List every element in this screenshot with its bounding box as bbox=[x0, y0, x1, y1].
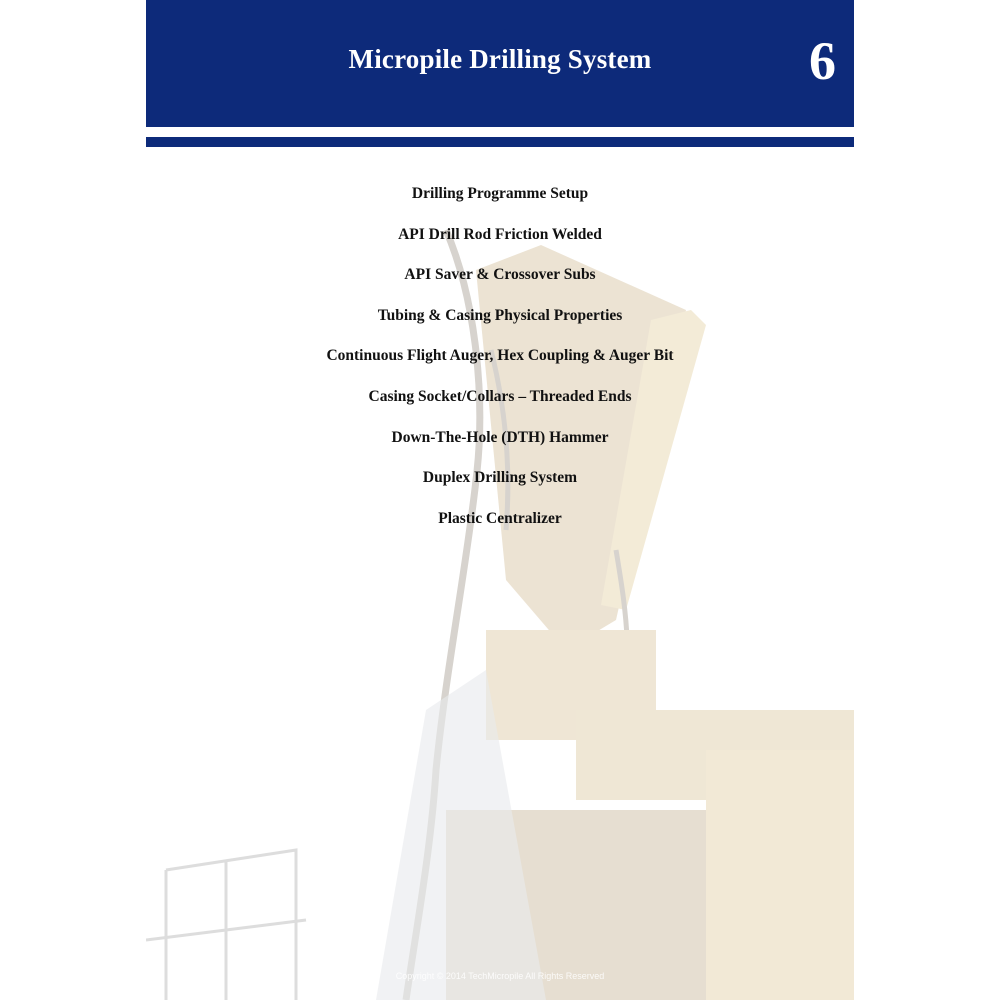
contents-item: Casing Socket/Collars – Threaded Ends bbox=[368, 387, 632, 405]
contents-item: Continuous Flight Auger, Hex Coupling & Auger Bit bbox=[326, 347, 674, 365]
header-band bbox=[146, 0, 854, 127]
header-divider bbox=[146, 137, 854, 147]
contents-list bbox=[146, 181, 854, 546]
copyright-note: Copyright © 2014 TechMicropile All Rights Reserved bbox=[395, 971, 605, 981]
contents-item: Plastic Centralizer bbox=[438, 509, 562, 527]
contents-item: Duplex Drilling System bbox=[422, 469, 578, 487]
contents-item: API Drill Rod Friction Welded bbox=[398, 225, 602, 243]
page-title: Micropile Drilling System bbox=[348, 44, 652, 74]
document-page bbox=[146, 0, 854, 1000]
contents-item: Down-The-Hole (DTH) Hammer bbox=[391, 428, 609, 446]
contents-item: Drilling Programme Setup bbox=[411, 185, 589, 202]
contents-item: Tubing & Casing Physical Properties bbox=[377, 306, 623, 324]
chapter-number: 6 bbox=[809, 31, 836, 91]
contents-item: API Saver & Crossover Subs bbox=[404, 266, 596, 284]
